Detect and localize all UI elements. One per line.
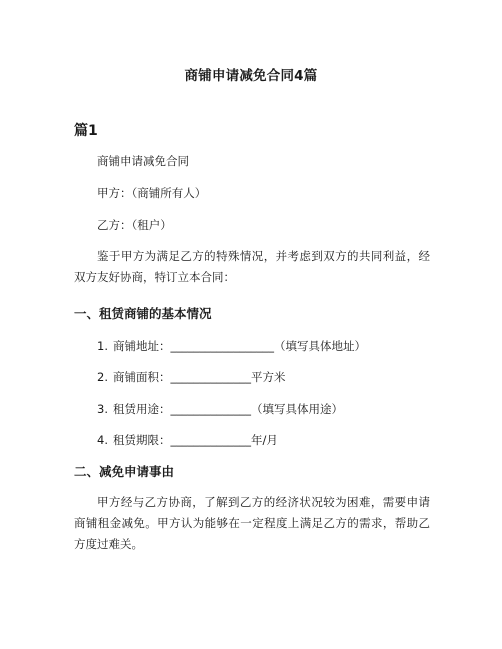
list-item [97,431,278,449]
party-a-line: 甲方：（商铺所有人） [97,186,207,200]
list-item-number: 1. [97,339,108,353]
part-heading: 篇1 [74,123,98,139]
list-item-text: 商铺面积：______________平方米 [113,370,286,384]
list-item-text: 商铺地址：__________________（填写具体地址） [113,339,366,353]
preamble-paragraph: 鉴于甲方为满足乙方的特殊情况，并考虑到双方的共同利益，经双方友好协商，特订立本合同： [74,249,430,284]
list-item-number: 3. [97,402,108,416]
section-2-paragraph: 甲方经与乙方协商，了解到乙方的经济状况较为困难，需要申请商铺租金减免。甲方认为能够在一定程度上满足乙方的需求，帮助乙方度过难关。 [74,495,430,551]
list-item-text: 租赁期限：______________年/月 [113,433,278,447]
list-item [97,368,286,386]
section-1-heading: 一、租赁商铺的基本情况 [74,306,212,321]
list-item-text: 租赁用途：______________（填写具体用途） [113,402,343,416]
list-item [97,337,366,355]
section-2-heading: 二、减免申请事由 [74,464,175,479]
list-item-number: 4. [97,433,108,447]
list-item-number: 2. [97,370,108,384]
contract-name: 商铺申请减免合同 [97,154,189,168]
party-b-line: 乙方：（租户） [97,218,172,232]
list-item [97,400,343,418]
document-title: 商铺申请减免合同4篇 [184,68,318,84]
